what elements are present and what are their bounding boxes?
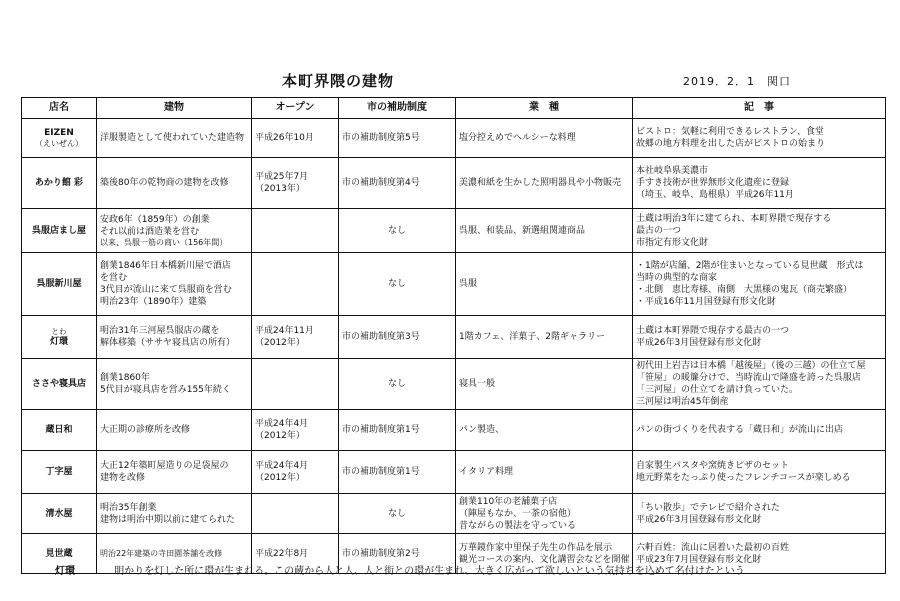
open-cell (252, 158, 339, 209)
business-line: 昔ながらの製法を守っている (459, 520, 577, 531)
business-cell (456, 451, 633, 494)
header-open: オープン (252, 98, 339, 119)
open-line: （2012年） (255, 338, 305, 348)
notes-cell (633, 316, 886, 359)
open-cell (252, 451, 339, 494)
shop-name: 呉服店まし屋 (31, 225, 86, 236)
table-row (22, 359, 886, 410)
buildings-table (21, 97, 886, 574)
shop-name: 清水屋 (45, 508, 73, 519)
notes-cell (633, 359, 886, 410)
building-cell (97, 316, 252, 359)
building-cell (97, 410, 252, 451)
document-date: 2019．2．1 関口 (683, 75, 791, 88)
subsidy-cell: なし (339, 494, 456, 534)
business-line: 美濃和紙を生かした照明器具や小物販売 (459, 178, 622, 188)
table-row (22, 253, 886, 316)
header-business: 業 種 (456, 98, 633, 119)
open-cell (252, 209, 339, 253)
shop-name-cell (22, 209, 97, 253)
building-line: 明治22年建築の寺田園茶舗を改修 (100, 548, 223, 558)
shop-name: 蔵日和 (45, 425, 73, 435)
building-cell (97, 158, 252, 209)
shop-name: 見世蔵 (45, 548, 73, 559)
open-line: 平成24年4月 (255, 461, 309, 471)
open-cell (252, 316, 339, 359)
business-line: イタリア料理 (459, 467, 514, 477)
notes-line: 「三河屋」の仕立てを請け負っていた。 (636, 385, 799, 395)
subsidy-cell: 市の補助制度第2号 (339, 534, 456, 574)
notes-line: ・平成16年11月国登録有形文化財 (636, 297, 776, 307)
building-cell (97, 451, 252, 494)
business-cell (456, 209, 633, 253)
shop-name-ruby: とわ (51, 326, 67, 336)
table-row (22, 494, 886, 534)
business-line: 寝具一般 (459, 379, 496, 389)
open-line: 平成25年7月 (255, 172, 309, 182)
building-cell (97, 119, 252, 158)
header-notes: 記 事 (633, 98, 886, 119)
shop-name-cell (22, 253, 97, 316)
shop-name-cell (22, 451, 97, 494)
shop-name-reading: （えいぜん） (35, 139, 83, 148)
notes-line: 最古の一つ (636, 225, 682, 236)
notes-line: 市指定有形文化財 (636, 237, 709, 248)
business-line: 創業110年の老舗菓子店 (459, 496, 558, 507)
business-line: 塩分控えめでヘルシーな料理 (459, 133, 576, 143)
business-cell (456, 158, 633, 209)
notes-line: 平成26年3月国登録有形文化財 (636, 338, 762, 348)
subsidy-cell: 市の補助制度第1号 (339, 410, 456, 451)
notes-line: 当時の典型的な商家 (636, 273, 718, 283)
subsidy-cell: 市の補助制度第3号 (339, 316, 456, 359)
building-line: それ以前は酒造業を営む (100, 226, 200, 237)
business-cell (456, 253, 633, 316)
open-line: 平成22年8月 (255, 548, 309, 559)
notes-line: （埼玉、岐阜、島根県）平成26年11月 (636, 190, 794, 200)
building-line: 創業1846年日本橋新川屋で酒店 (100, 261, 231, 271)
header-subsidy: 市の補助制度 (339, 98, 456, 119)
notes-line: 手すき技術が世界無形文化遺産に登録 (636, 178, 790, 188)
subsidy-cell: 市の補助制度第1号 (339, 451, 456, 494)
building-line: 建物は明治中期以前に建てられた (100, 514, 236, 525)
notes-line: 平成23年7月国登録有形文化財 (636, 554, 762, 565)
open-line: （2012年） (255, 431, 305, 441)
open-cell (252, 410, 339, 451)
header-building: 建物 (97, 98, 252, 119)
notes-cell (633, 253, 886, 316)
open-cell (252, 119, 339, 158)
building-line: 築後80年の乾物商の建物を改修 (100, 178, 229, 188)
table-row (22, 410, 886, 451)
building-line: 明治31年三河屋呉服店の蔵を (100, 326, 220, 336)
business-line: 観光コースの案内、文化講習会などを開催 (459, 554, 630, 565)
building-line: を営む (100, 273, 128, 283)
notes-line: 土蔵は明治3年に建てられ、本町界隈で現存する (636, 213, 832, 224)
table-row (22, 209, 886, 253)
shop-name-cell (22, 410, 97, 451)
open-line: 平成26年10月 (255, 133, 314, 143)
building-line: 解体移築（ササヤ寝具店の所有） (100, 338, 236, 348)
building-line: 明治35年創業 (100, 502, 157, 513)
table-row (22, 158, 886, 209)
footer-note (55, 562, 745, 577)
subsidy-cell: 市の補助制度第5号 (339, 119, 456, 158)
building-line: 3代目が流山に来て呉服商を営む (100, 285, 232, 295)
notes-line: 六軒百姓：流山に居着いた最初の百姓 (636, 542, 790, 553)
business-line: 呉服、和装品、新選組関連商品 (459, 225, 586, 236)
business-cell (456, 410, 633, 451)
building-line: 創業1860年 (100, 373, 150, 383)
shop-name-cell (22, 359, 97, 410)
open-cell (252, 494, 339, 534)
business-cell (456, 494, 633, 534)
building-line: 明治23年（1890年）建築 (100, 297, 207, 307)
building-line: 以来、呉服一筋の商い（156年間） (100, 237, 228, 247)
notes-line: パンの街づくりを代表する「蔵日和」が流山に出店 (636, 425, 844, 435)
building-line: 大正期の診療所を改修 (100, 425, 191, 435)
footer-text: 明かりを灯した所に環が生まれる。この蔵から人と人、人と街との環が生まれ、大きく広がって欲しいという気持ちを込めて名付けたという (114, 566, 745, 577)
business-line: 万華鏡作家中里保子先生の作品を展示 (459, 542, 613, 553)
open-cell (252, 359, 339, 410)
business-cell (456, 359, 633, 410)
shop-name: ささや寝具店 (31, 379, 86, 389)
notes-line: 平成26年3月国登録有形文化財 (636, 514, 762, 525)
shop-name-cell (22, 158, 97, 209)
table-header-row (22, 98, 886, 119)
business-line: 呉服 (459, 279, 478, 289)
notes-line: ・北側 恵比寿様、南側 大黒様の鬼瓦（商売繁盛） (636, 285, 853, 295)
building-line: 大正12年築町屋造りの足袋屋の (100, 461, 229, 471)
notes-line: 三河屋は明治45年倒産 (636, 397, 729, 407)
footer-label: 灯環 (55, 566, 75, 577)
business-cell (456, 316, 633, 359)
notes-line: 「ちい散歩」でテレビで紹介された (636, 502, 780, 513)
notes-line: ・1階が店舗、2階が住まいとなっている見世蔵 形式は (636, 261, 864, 271)
subsidy-cell: 市の補助制度第4号 (339, 158, 456, 209)
shop-name: 丁字屋 (45, 467, 73, 477)
notes-line: 故郷の地方料理を出した店がビストロの始まり (636, 139, 826, 149)
building-line: 洋服製造として使われていた建造物 (100, 133, 245, 143)
shop-name: 灯環 (49, 336, 68, 347)
open-line: 平成24年11月 (255, 326, 314, 336)
building-cell (97, 359, 252, 410)
subsidy-cell: なし (339, 359, 456, 410)
shop-name-cell (22, 119, 97, 158)
open-line: 平成24年4月 (255, 419, 309, 429)
notes-cell (633, 451, 886, 494)
building-cell (97, 209, 252, 253)
shop-name: あかり館 彩 (34, 178, 84, 188)
shop-name-cell (22, 316, 97, 359)
business-line: （陣屋もなか、一茶の宿他） (459, 508, 577, 519)
subsidy-cell: なし (339, 209, 456, 253)
notes-line: 「笹屋」の暖簾分けで、当時流山で隆盛を誇った呉服店 (636, 373, 861, 383)
building-line: 5代目が寝具店を営み155年続く (100, 385, 231, 395)
business-cell (456, 119, 633, 158)
building-line: 安政6年（1859年）の創業 (100, 214, 210, 225)
notes-line: ビストロ：気軽に利用できるレストラン、食堂 (636, 127, 825, 137)
page-title: 本町界隈の建物 (282, 72, 395, 90)
open-line: （2013年） (255, 184, 305, 194)
table-row (22, 119, 886, 158)
shop-name: 呉服新川屋 (36, 279, 82, 289)
notes-line: 初代田上岩吉は日本橋「越後屋」（後の三越）の仕立て屋 (636, 361, 866, 371)
open-cell (252, 253, 339, 316)
business-line: 1階カフェ、洋菓子、2階ギャラリー (459, 332, 606, 342)
building-cell (97, 253, 252, 316)
notes-line: 地元野菜をたっぷり使ったフレンチコースが楽しめる (636, 473, 851, 483)
building-line: 建物を改修 (100, 473, 146, 483)
notes-line: 土蔵は本町界隈で現存する最古の一つ (636, 326, 790, 336)
table-row (22, 316, 886, 359)
header-shop: 店名 (22, 98, 97, 119)
subsidy-cell: なし (339, 253, 456, 316)
notes-cell (633, 119, 886, 158)
notes-cell (633, 494, 886, 534)
notes-line: 本社岐阜県美濃市 (636, 166, 709, 176)
open-line: （2012年） (255, 473, 305, 483)
notes-cell (633, 410, 886, 451)
notes-cell (633, 209, 886, 253)
notes-line: 自家製生パスタや窯焼きピザのセット (636, 461, 790, 471)
notes-cell (633, 158, 886, 209)
building-cell (97, 494, 252, 534)
business-line: パン製造、 (459, 425, 505, 435)
table-row (22, 451, 886, 494)
shop-name: EIZEN (44, 128, 74, 138)
shop-name-cell (22, 494, 97, 534)
